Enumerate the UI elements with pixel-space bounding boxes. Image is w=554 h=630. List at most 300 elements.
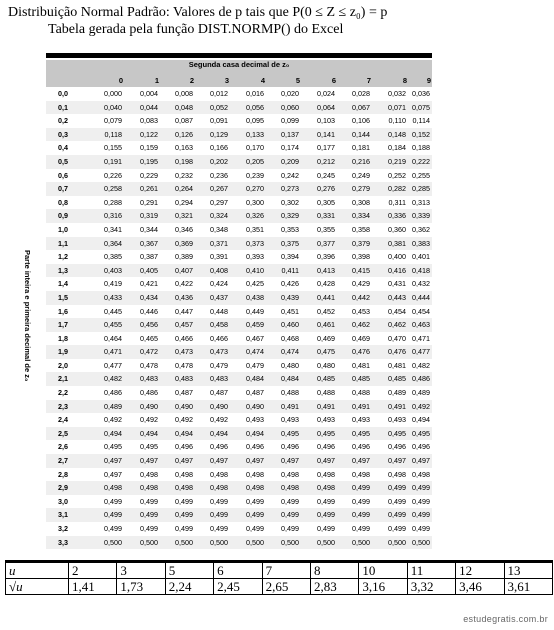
normal-distribution-table — [46, 60, 432, 547]
table-cell: 0,393 — [246, 252, 264, 262]
table-cell: 0,455 — [104, 320, 122, 330]
table-cell: 0,462 — [388, 320, 406, 330]
table-cell: 0,463 — [412, 320, 430, 330]
table-cell: 0,485 — [388, 374, 406, 384]
table-cell: 0,408 — [210, 265, 228, 275]
sqrt-value: 1,73 — [117, 579, 165, 595]
table-cell: 0,410 — [246, 265, 264, 275]
table-cell: 0,493 — [281, 415, 299, 425]
table-cell: 0,148 — [388, 129, 406, 139]
table-cell: 0,499 — [412, 510, 430, 520]
table-cell: 0,488 — [352, 388, 370, 398]
table-cell: 0,429 — [352, 279, 370, 289]
table-cell: 0,466 — [210, 333, 228, 343]
table-cell: 0,496 — [412, 442, 430, 452]
table-row — [46, 359, 432, 373]
table-row — [46, 386, 432, 400]
table-row — [46, 305, 432, 319]
table-cell: 0,036 — [412, 89, 430, 98]
table-cell: 0,481 — [352, 360, 370, 370]
table-cell: 0,385 — [104, 252, 122, 262]
table-cell: 0,493 — [317, 415, 335, 425]
table-cell: 0,485 — [317, 374, 335, 384]
table-cell: 0,064 — [317, 102, 335, 112]
table-cell: 0,052 — [210, 102, 228, 112]
table-cell: 0,449 — [246, 306, 264, 316]
table-row — [46, 291, 432, 305]
table-cell: 0,229 — [140, 170, 158, 180]
u-value: 11 — [407, 562, 455, 579]
table-cell: 0,488 — [317, 388, 335, 398]
table-cell: 0,497 — [210, 456, 228, 466]
table-cell: 0,475 — [317, 347, 335, 357]
table-cell: 0,398 — [352, 252, 370, 262]
table-cell: 0,497 — [317, 456, 335, 466]
table-cell: 0,000 — [104, 89, 122, 98]
row-label: 0,7 — [58, 184, 68, 194]
table-cell: 0,425 — [246, 279, 264, 289]
table-cell: 0,353 — [281, 224, 299, 234]
table-cell: 0,497 — [388, 456, 406, 466]
table-cell: 0,476 — [388, 347, 406, 357]
table-cell: 0,493 — [352, 415, 370, 425]
table-cell: 0,436 — [175, 292, 193, 302]
row-label: 3,0 — [58, 496, 68, 506]
table-cell: 0,497 — [281, 456, 299, 466]
table-cell: 0,468 — [281, 333, 299, 343]
table-cell: 0,099 — [281, 116, 299, 126]
table-cell: 0,498 — [388, 469, 406, 479]
table-cell: 0,498 — [210, 469, 228, 479]
table-cell: 0,489 — [412, 388, 430, 398]
table-cell: 0,447 — [175, 306, 193, 316]
table-cell: 0,375 — [281, 238, 299, 248]
table-cell: 0,129 — [210, 129, 228, 139]
table-cell: 0,239 — [246, 170, 264, 180]
table-cell: 0,499 — [281, 510, 299, 520]
table-row — [46, 87, 432, 101]
table-cell: 0,282 — [388, 184, 406, 194]
table-cell: 0,500 — [317, 537, 335, 547]
table-cell: 0,297 — [210, 197, 228, 207]
table-cell: 0,020 — [281, 89, 299, 98]
u-value: 2 — [69, 562, 117, 579]
table-cell: 0,499 — [246, 524, 264, 533]
table-cell: 0,446 — [140, 306, 158, 316]
table-cell: 0,288 — [104, 197, 122, 207]
table-cell: 0,245 — [317, 170, 335, 180]
table-cell: 0,480 — [317, 360, 335, 370]
table-cell: 0,499 — [352, 483, 370, 493]
table-cell: 0,499 — [281, 524, 299, 533]
table-cell: 0,434 — [140, 292, 158, 302]
table-cell: 0,216 — [352, 156, 370, 166]
u-value: 13 — [504, 562, 552, 579]
table-cell: 0,300 — [246, 197, 264, 207]
column-caption: Segunda casa decimal de z₀ — [188, 60, 290, 69]
table-cell: 0,432 — [412, 279, 430, 289]
table-cell: 0,060 — [281, 102, 299, 112]
table-cell: 0,499 — [352, 524, 370, 533]
table-row — [46, 522, 432, 536]
table-row — [46, 413, 432, 427]
table-cell: 0,346 — [175, 224, 193, 234]
table-cell: 0,497 — [412, 456, 430, 466]
table-cell: 0,133 — [246, 129, 264, 139]
table-cell: 0,445 — [104, 306, 122, 316]
table-row — [46, 182, 432, 196]
table-cell: 0,351 — [246, 224, 264, 234]
u-value: 7 — [262, 562, 310, 579]
table-cell: 0,285 — [412, 184, 430, 194]
table-cell: 0,499 — [175, 496, 193, 506]
table-row — [46, 318, 432, 332]
table-cell: 0,422 — [175, 279, 193, 289]
table-cell: 0,498 — [175, 469, 193, 479]
table-cell: 0,360 — [388, 224, 406, 234]
table-cell: 0,087 — [175, 116, 193, 126]
table-cell: 0,326 — [246, 211, 264, 221]
table-cell: 0,411 — [281, 265, 299, 275]
sqrt-value: 2,65 — [262, 579, 310, 595]
table-cell: 0,474 — [281, 347, 299, 357]
table-cell: 0,348 — [210, 224, 228, 234]
table-cell: 0,479 — [210, 360, 228, 370]
table-cell: 0,369 — [175, 238, 193, 248]
table-cell: 0,381 — [388, 238, 406, 248]
table-cell: 0,482 — [104, 374, 122, 384]
sqrt-value: 1,41 — [69, 579, 117, 595]
table-cell: 0,499 — [210, 524, 228, 533]
table-cell: 0,103 — [317, 116, 335, 126]
table-cell: 0,467 — [246, 333, 264, 343]
column-header: 2 — [189, 76, 194, 85]
table-cell: 0,490 — [210, 401, 228, 411]
column-header: 3 — [224, 76, 229, 85]
row-label: 3,3 — [58, 537, 68, 547]
u-value: 10 — [359, 562, 407, 579]
table-cell: 0,071 — [388, 102, 406, 112]
table-cell: 0,407 — [175, 265, 193, 275]
table-cell: 0,494 — [175, 428, 193, 438]
table-cell: 0,457 — [175, 320, 193, 330]
table-row — [46, 345, 432, 359]
table-cell: 0,459 — [246, 320, 264, 330]
table-cell: 0,205 — [246, 156, 264, 166]
table-cell: 0,493 — [246, 415, 264, 425]
table-row — [46, 536, 432, 550]
u-value: 6 — [214, 562, 262, 579]
table-cell: 0,118 — [104, 129, 122, 139]
u-value: 5 — [165, 562, 213, 579]
table-row — [46, 114, 432, 128]
table-row — [46, 468, 432, 482]
table-cell: 0,499 — [317, 496, 335, 506]
row-label: 1,5 — [58, 292, 68, 302]
table-cell: 0,495 — [352, 428, 370, 438]
table-cell: 0,500 — [412, 537, 430, 547]
table-cell: 0,004 — [140, 89, 158, 98]
table-cell: 0,498 — [246, 483, 264, 493]
table-cell: 0,486 — [104, 388, 122, 398]
table-cell: 0,419 — [104, 279, 122, 289]
row-label: 2,8 — [58, 469, 68, 479]
table-cell: 0,499 — [388, 496, 406, 506]
table-cell: 0,377 — [317, 238, 335, 248]
row-label: 1,9 — [58, 347, 68, 357]
table-cell: 0,496 — [317, 442, 335, 452]
table-cell: 0,499 — [210, 510, 228, 520]
square-root-table — [5, 560, 553, 595]
table-row — [46, 495, 432, 509]
site-watermark: estudegratis.com.br — [463, 614, 548, 624]
table-cell: 0,264 — [175, 184, 193, 194]
table-cell: 0,496 — [352, 442, 370, 452]
table-row — [46, 250, 432, 264]
table-cell: 0,492 — [210, 415, 228, 425]
row-caption — [18, 250, 32, 450]
row-label: 2,5 — [58, 428, 68, 438]
table-cell: 0,452 — [317, 306, 335, 316]
table-cell: 0,488 — [281, 388, 299, 398]
sqrt-value: 3,32 — [407, 579, 455, 595]
table-cell: 0,496 — [388, 442, 406, 452]
table-cell: 0,466 — [175, 333, 193, 343]
table-cell: 0,495 — [281, 428, 299, 438]
table-cell: 0,494 — [210, 428, 228, 438]
table-cell: 0,222 — [412, 156, 430, 166]
table-cell: 0,499 — [140, 496, 158, 506]
table-cell: 0,484 — [246, 374, 264, 384]
table-row — [46, 427, 432, 441]
table-cell: 0,499 — [352, 510, 370, 520]
table-cell: 0,482 — [412, 360, 430, 370]
table-cell: 0,492 — [104, 415, 122, 425]
table-cell: 0,418 — [412, 265, 430, 275]
table-cell: 0,174 — [281, 143, 299, 153]
sqrt-u-label: √u — [6, 579, 69, 595]
table-cell: 0,389 — [175, 252, 193, 262]
table-row — [46, 155, 432, 169]
table-cell: 0,152 — [412, 129, 430, 139]
table-cell: 0,499 — [412, 483, 430, 493]
table-cell: 0,484 — [281, 374, 299, 384]
table-cell: 0,305 — [317, 197, 335, 207]
table-cell: 0,442 — [352, 292, 370, 302]
u-label: u — [6, 562, 69, 579]
table-cell: 0,044 — [140, 102, 158, 112]
table-cell: 0,500 — [388, 537, 406, 547]
table-cell: 0,495 — [317, 428, 335, 438]
table-cell: 0,498 — [175, 483, 193, 493]
sqrt-table-row-sqrt — [6, 579, 553, 595]
table-cell: 0,166 — [210, 143, 228, 153]
table-cell: 0,198 — [175, 156, 193, 166]
table-cell: 0,091 — [210, 116, 228, 126]
sqrt-value: 3,16 — [359, 579, 407, 595]
table-cell: 0,188 — [412, 143, 430, 153]
table-cell: 0,396 — [317, 252, 335, 262]
column-header: 4 — [260, 76, 265, 85]
table-cell: 0,421 — [140, 279, 158, 289]
table-cell: 0,219 — [388, 156, 406, 166]
table-cell: 0,403 — [104, 265, 122, 275]
table-cell: 0,032 — [388, 89, 406, 98]
table-cell: 0,339 — [412, 211, 430, 221]
table-cell: 0,177 — [317, 143, 335, 153]
table-cell: 0,249 — [352, 170, 370, 180]
column-header: 7 — [366, 76, 371, 85]
table-cell: 0,491 — [388, 401, 406, 411]
table-cell: 0,495 — [412, 428, 430, 438]
table-cell: 0,500 — [140, 537, 158, 547]
table-cell: 0,477 — [412, 347, 430, 357]
table-cell: 0,500 — [210, 537, 228, 547]
table-cell: 0,321 — [175, 211, 193, 221]
table-cell: 0,267 — [210, 184, 228, 194]
table-cell: 0,494 — [412, 415, 430, 425]
table-row — [46, 128, 432, 142]
table-cell: 0,141 — [317, 129, 335, 139]
table-cell: 0,341 — [104, 224, 122, 234]
table-cell: 0,415 — [352, 265, 370, 275]
u-value: 8 — [310, 562, 358, 579]
table-cell: 0,373 — [246, 238, 264, 248]
table-cell: 0,437 — [210, 292, 228, 302]
table-cell: 0,202 — [210, 156, 228, 166]
table-cell: 0,226 — [104, 170, 122, 180]
table-cell: 0,261 — [140, 184, 158, 194]
table-cell: 0,083 — [140, 116, 158, 126]
table-cell: 0,498 — [281, 483, 299, 493]
table-cell: 0,371 — [210, 238, 228, 248]
table-cell: 0,499 — [412, 496, 430, 506]
table-cell: 0,469 — [317, 333, 335, 343]
table-cell: 0,048 — [175, 102, 193, 112]
row-label: 1,6 — [58, 306, 68, 316]
row-label: 3,1 — [58, 510, 68, 520]
table-cell: 0,500 — [281, 537, 299, 547]
table-cell: 0,497 — [104, 469, 122, 479]
table-cell: 0,499 — [281, 496, 299, 506]
table-cell: 0,433 — [104, 292, 122, 302]
column-header: 5 — [295, 76, 300, 85]
row-label: 0,5 — [58, 156, 68, 166]
table-cell: 0,079 — [104, 116, 122, 126]
table-cell: 0,487 — [175, 388, 193, 398]
table-cell: 0,024 — [317, 89, 335, 98]
row-label: 0,6 — [58, 170, 68, 180]
table-cell: 0,331 — [317, 211, 335, 221]
table-cell: 0,016 — [246, 89, 264, 98]
row-label: 2,1 — [58, 374, 68, 384]
table-cell: 0,495 — [104, 442, 122, 452]
table-cell: 0,405 — [140, 265, 158, 275]
table-cell: 0,496 — [246, 442, 264, 452]
table-row — [46, 508, 432, 522]
table-cell: 0,444 — [412, 292, 430, 302]
table-cell: 0,279 — [352, 184, 370, 194]
table-cell: 0,311 — [388, 197, 406, 207]
table-row — [46, 141, 432, 155]
table-cell: 0,441 — [317, 292, 335, 302]
table-cell: 0,181 — [352, 143, 370, 153]
table-cell: 0,491 — [281, 401, 299, 411]
table-cell: 0,400 — [388, 252, 406, 262]
table-row — [46, 169, 432, 183]
table-row — [46, 372, 432, 386]
table-cell: 0,494 — [104, 428, 122, 438]
table-cell: 0,232 — [175, 170, 193, 180]
table-cell: 0,476 — [352, 347, 370, 357]
table-cell: 0,498 — [140, 483, 158, 493]
table-cell: 0,122 — [140, 129, 158, 139]
table-cell: 0,273 — [281, 184, 299, 194]
table-row — [46, 209, 432, 223]
table-cell: 0,490 — [246, 401, 264, 411]
table-cell: 0,486 — [412, 374, 430, 384]
table-cell: 0,477 — [104, 360, 122, 370]
table-cell: 0,499 — [246, 510, 264, 520]
table-cell: 0,316 — [104, 211, 122, 221]
table-cell: 0,114 — [412, 116, 430, 126]
table-cell: 0,496 — [210, 442, 228, 452]
sqrt-value: 3,61 — [504, 579, 552, 595]
row-caption-text: Parte inteira e primeira decimal de z₀ — [23, 250, 32, 382]
table-cell: 0,209 — [281, 156, 299, 166]
table-cell: 0,489 — [388, 388, 406, 398]
row-label: 0,9 — [58, 211, 68, 221]
table-cell: 0,497 — [175, 456, 193, 466]
table-row — [46, 223, 432, 237]
table-cell: 0,155 — [104, 143, 122, 153]
table-cell: 0,496 — [175, 442, 193, 452]
table-cell: 0,499 — [352, 496, 370, 506]
table-cell: 0,387 — [140, 252, 158, 262]
page-title — [8, 4, 548, 38]
table-cell: 0,454 — [412, 306, 430, 316]
table-cell: 0,487 — [246, 388, 264, 398]
row-label: 0,1 — [58, 102, 68, 112]
row-label: 1,2 — [58, 252, 68, 262]
table-row — [46, 237, 432, 251]
table-cell: 0,456 — [140, 320, 158, 330]
table-cell: 0,401 — [412, 252, 430, 262]
table-cell: 0,344 — [140, 224, 158, 234]
table-cell: 0,329 — [281, 211, 299, 221]
table-cell: 0,464 — [104, 333, 122, 343]
table-cell: 0,075 — [412, 102, 430, 112]
table-cell: 0,499 — [175, 510, 193, 520]
table-cell: 0,252 — [388, 170, 406, 180]
table-cell: 0,428 — [317, 279, 335, 289]
table-cell: 0,490 — [175, 401, 193, 411]
row-label: 0,8 — [58, 197, 68, 207]
table-cell: 0,106 — [352, 116, 370, 126]
table-cell: 0,473 — [210, 347, 228, 357]
sqrt-value: 2,45 — [214, 579, 262, 595]
table-cell: 0,012 — [210, 89, 228, 98]
row-label: 0,2 — [58, 116, 68, 126]
row-label: 2,0 — [58, 360, 68, 370]
table-cell: 0,473 — [175, 347, 193, 357]
table-cell: 0,458 — [210, 320, 228, 330]
table-cell: 0,478 — [175, 360, 193, 370]
table-cell: 0,500 — [352, 537, 370, 547]
table-cell: 0,495 — [388, 428, 406, 438]
table-cell: 0,478 — [140, 360, 158, 370]
table-cell: 0,461 — [317, 320, 335, 330]
